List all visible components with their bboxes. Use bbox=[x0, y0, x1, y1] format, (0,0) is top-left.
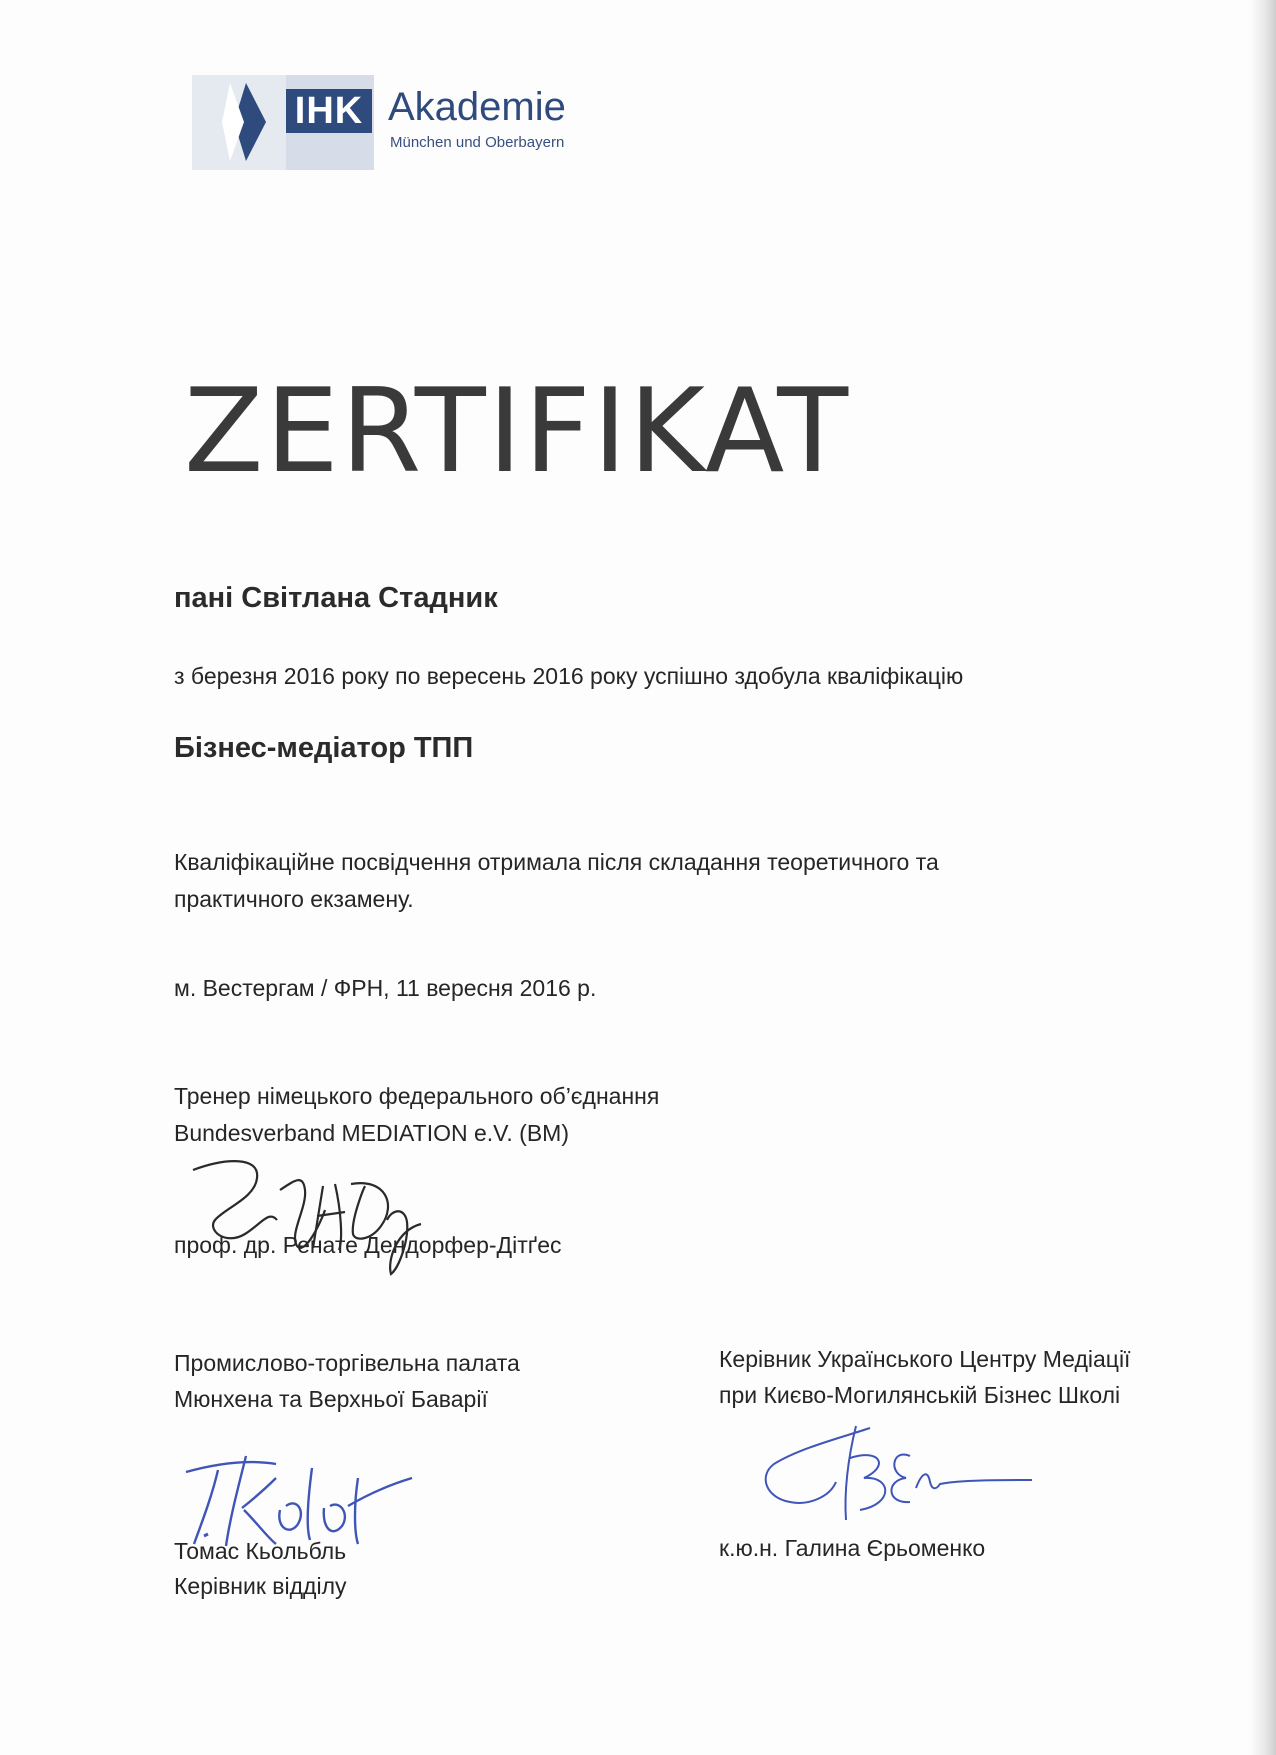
ihk-logo-text: IHK bbox=[286, 89, 372, 133]
body-text-line-2: практичного екзамену. bbox=[174, 886, 414, 912]
body-text-line-1: Кваліфікаційне посвідчення отримала після складання теоретичного та bbox=[174, 849, 939, 875]
ukraine-center-signature-icon bbox=[760, 1418, 1040, 1528]
place-date: м. Вестергам / ФРН, 11 вересня 2016 р. bbox=[174, 975, 597, 1001]
logo-akademie-text: Akademie bbox=[388, 85, 566, 129]
chamber-signer-name: Томас Кьольбль bbox=[174, 1538, 347, 1564]
logo-subtitle: München und Oberbayern bbox=[390, 134, 565, 151]
ukraine-center-signer: к.ю.н. Галина Єрьоменко bbox=[719, 1535, 986, 1561]
ihk-logo bbox=[192, 75, 374, 170]
trainer-line-2: Bundesverband MEDIATION e.V. (BM) bbox=[174, 1120, 569, 1146]
qualification-title: Бізнес-медіатор ТПП bbox=[174, 732, 474, 764]
chamber-signer-title: Керівник відділу bbox=[174, 1573, 347, 1599]
certificate-title: ZERTIFIKAT bbox=[184, 364, 851, 499]
chamber-line-2: Мюнхена та Верхньої Баварії bbox=[174, 1386, 488, 1412]
period-text: з березня 2016 року по вересень 2016 року успішно здобула кваліфікацію bbox=[174, 663, 964, 689]
chamber-line-1: Промислово-торгівельна палата bbox=[174, 1350, 520, 1376]
ukraine-center-line-2: при Києво-Могилянській Бізнес Школі bbox=[719, 1382, 1121, 1408]
trainer-line-1: Тренер німецького федерального об’єднання bbox=[174, 1083, 660, 1109]
scan-edge-shadow bbox=[1250, 0, 1276, 1755]
trainer-name: проф. др. Ренате Дендорфер-Дітґес bbox=[174, 1232, 562, 1258]
trainer-signature-icon bbox=[185, 1150, 435, 1280]
recipient-name: пані Світлана Стадник bbox=[174, 582, 498, 614]
ukraine-center-line-1: Керівник Українського Центру Медіації bbox=[719, 1346, 1131, 1372]
